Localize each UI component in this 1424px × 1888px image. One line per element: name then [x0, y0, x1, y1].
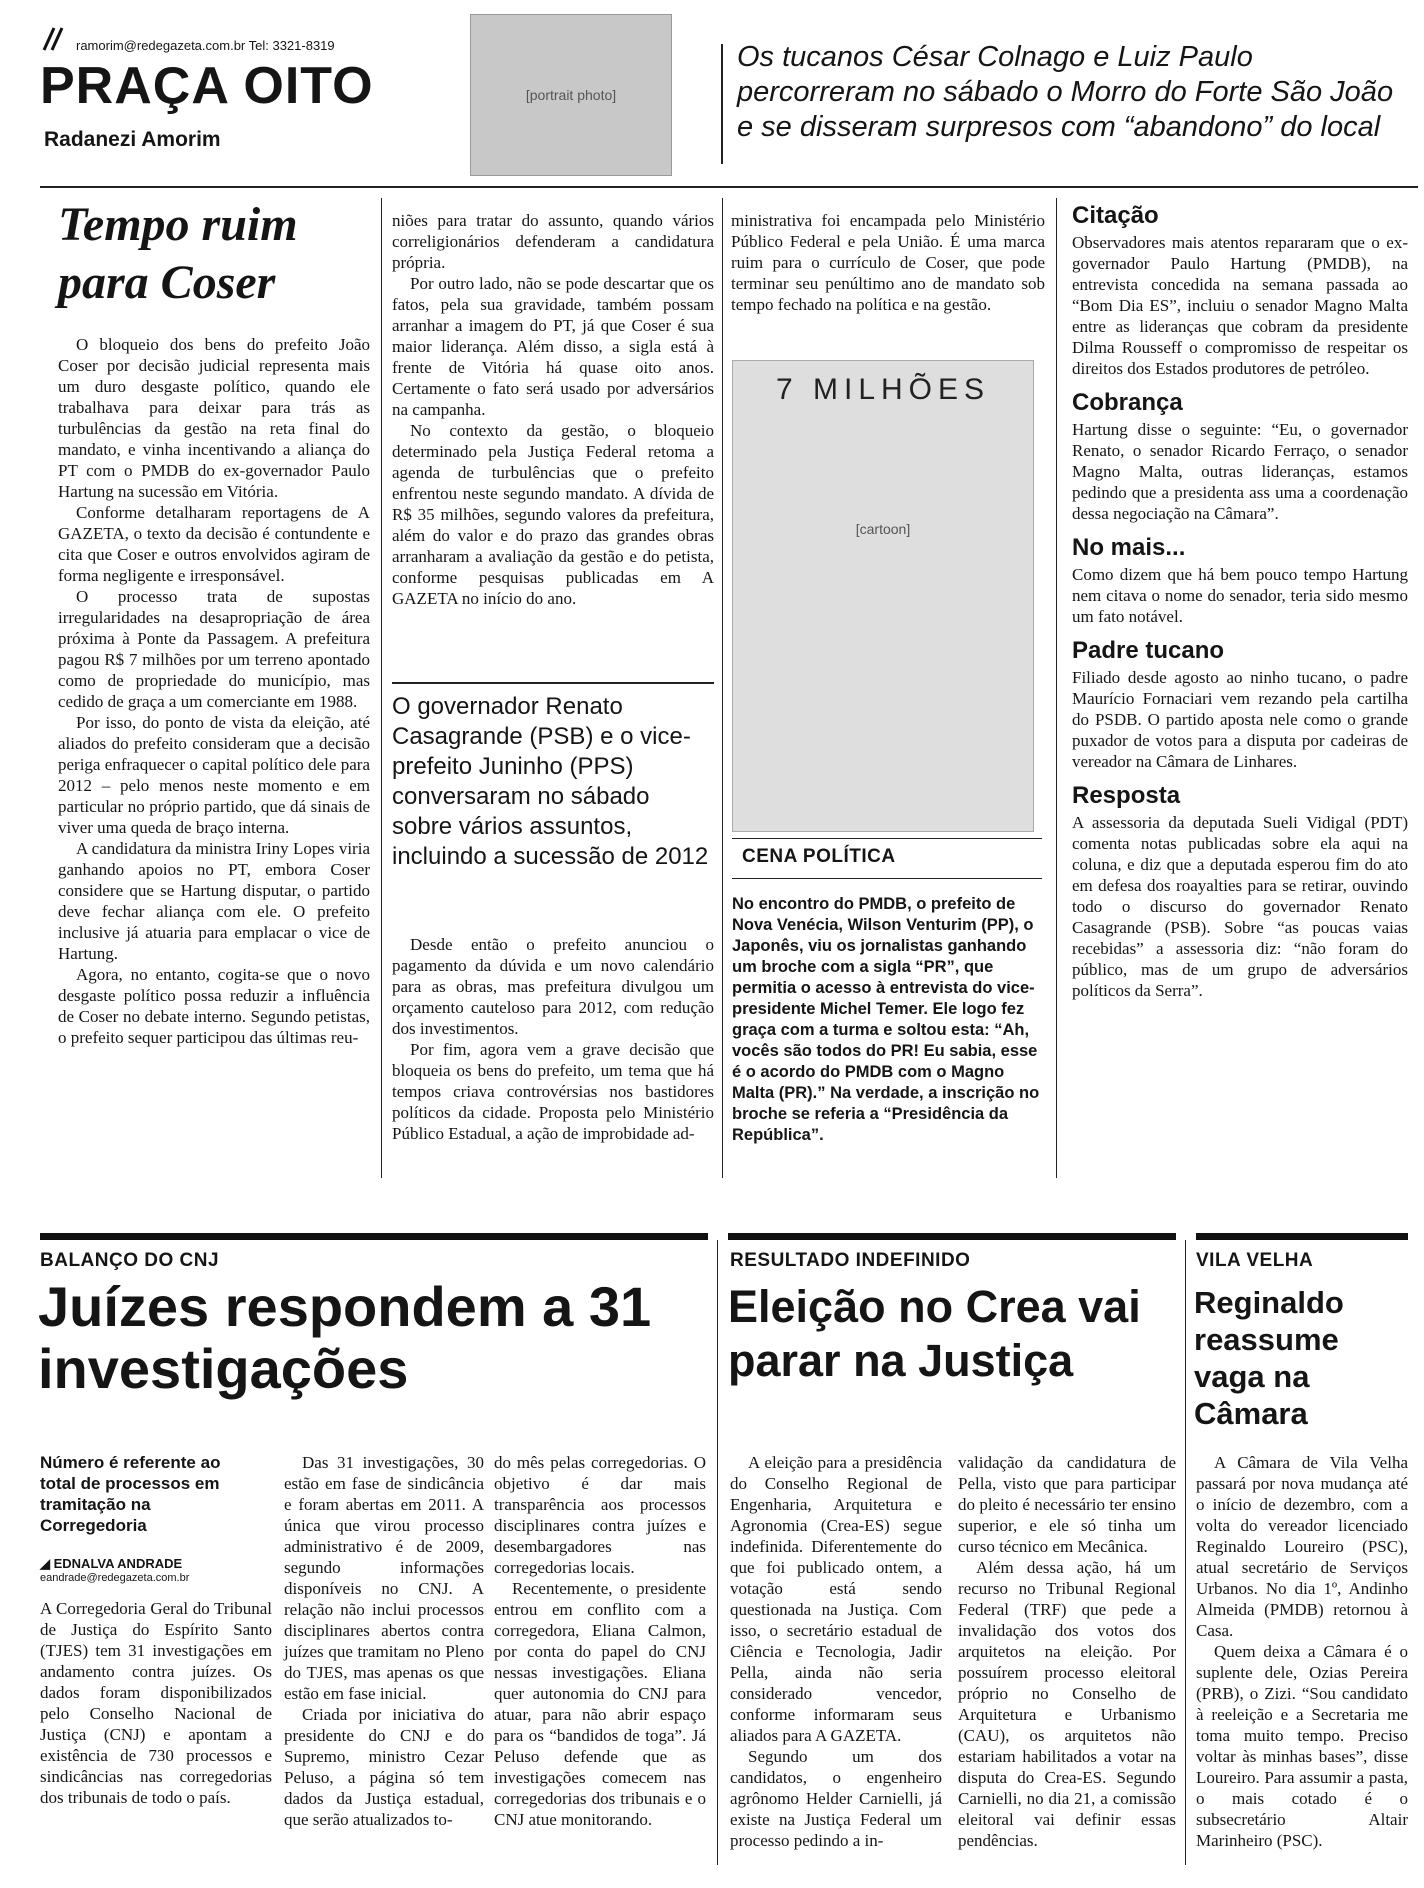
header-contact: ramorim@redegazeta.com.br Tel: 3321-8319	[76, 38, 335, 53]
note-title: Resposta	[1072, 782, 1181, 809]
vila-velha-body	[1196, 1452, 1408, 1851]
cnj-col3-p1: do mês pelas corregedorias. O objetivo é dar mais transparência aos processos disciplinares contra juízes e desembargadores nas corregedorias locais.	[494, 1453, 706, 1577]
crea-kicker: RESULTADO INDEFINIDO	[730, 1250, 971, 1271]
lead-headline: Tempo ruim para Coser	[58, 198, 298, 309]
lead-pullquote: O governador Renato Casagrande (PSB) e o vice-prefeito Juninho (PPS) conversaram no sábado sobre vários assuntos, incluindo a sucessão de 2012	[392, 693, 709, 870]
lead-col1-p5: A candidatura da ministra Iriny Lopes viria ganhando apoios no PT, embora Coser considere que se Hartung disputar, o partido deve fechar aliança com ele. O prefeito inclusive já atuaria para emplacar o vice de Hartung.	[58, 839, 370, 963]
cnj-kicker: BALANÇO DO CNJ	[40, 1250, 220, 1271]
note-padre-tucano	[1072, 637, 1408, 772]
lead-col1-p3: O processo trata de supostas irregularidades na desapropriação de área próxima à Ponte da Passagem. A prefeitura pagou R$ 7 milhões por um terreno apontado como de propriedade do município, mas cedido de graça a um comerciante em 1988.	[58, 587, 370, 711]
cnj-byline-email: eandrade@redegazeta.com.br	[40, 1572, 190, 1584]
cnj-headline: Juízes respondem a 31 investigações	[38, 1275, 652, 1400]
cnj-summary: Número é referente ao total de processos em tramitação na Corregedoria	[40, 1453, 221, 1535]
cnj-section-bar	[40, 1233, 708, 1240]
col-divider-2	[722, 198, 723, 1178]
column-logo-mark	[40, 26, 70, 52]
lead-col3-p1: ministrativa foi encampada pelo Ministério Público Federal e pela União. É uma marca ruim para o currículo de Coser, que pode terminar seu penúltimo ano de mandato sob tempo fechado na política e na gestão.	[731, 211, 1045, 314]
crea-headline: Eleição no Crea vai parar na Justiça	[728, 1281, 1141, 1386]
political-cartoon: 7 MILHÕES [cartoon]	[732, 360, 1034, 832]
lead-col2-p1: niões para tratar do assunto, quando vários correligionários defenderam a candidatura própria.	[392, 211, 714, 272]
bottom-divider-1	[717, 1240, 718, 1865]
cena-politica-label: CENA POLÍTICA	[742, 846, 896, 867]
note-title: Padre tucano	[1072, 637, 1225, 664]
note-text: A assessoria da deputada Sueli Vidigal (PDT) comenta notas publicadas sobre ela aqui na coluna, e diz que a deputada esperou fim do ato em defesa dos roayalties para se retirar, ouvindo todo o discurso do governador Renato Casagrande (PSB). Sobre “as poucas vaias recebidas” a assessoria diz: “não foram do público, mas de um grupo de adversários políticos da Serra”.	[1072, 813, 1408, 1000]
crea-col2	[958, 1452, 1176, 1851]
cena-politica-top-rule	[732, 838, 1042, 839]
note-text: Como dizem que há bem pouco tempo Hartung nem citava o nome do senador, teria sido mesmo um fato notável.	[1072, 565, 1408, 626]
note-text: Observadores mais atentos repararam que o ex-governador Paulo Hartung (PMDB), na entrevista concedida na semana passada ao “Bom Dia ES”, incluiu o senador Magno Malta entre as lideranças que cobram da presidente Dilma Rousseff o compromisso de respeitar os direitos dos Estados produtores de petróleo.	[1072, 233, 1408, 378]
cnj-col2	[284, 1452, 484, 1830]
bottom-divider-2	[1185, 1240, 1186, 1865]
lead-col1-p6: Agora, no entanto, cogita-se que o novo desgaste político possa reduzir a influência de Coser no debate interno. Segundo petistas, o prefeito sequer participou das últimas reu-	[58, 965, 370, 1047]
cnj-col2-p2: Criada por iniciativa do presidente do CNJ e do Supremo, ministro Cezar Peluso, a página só tem dados da Justiça estadual, que serão atualizados to-	[284, 1705, 484, 1829]
note-title: No mais...	[1072, 534, 1186, 561]
note-text: Hartung disse o seguinte: “Eu, o governador Renato, o senador Ricardo Ferraço, o senador Magno Malta, outras lideranças, estamos pedindo que a presidenta ass uma a coordenação dessa negociação na Câmara”.	[1072, 420, 1408, 523]
header-divider	[721, 44, 723, 164]
cnj-byline	[40, 1556, 270, 1584]
note-text: Filiado desde agosto ao ninho tucano, o padre Maurício Fornaciari vem rezando pela cartilha do PSDB. O partido aposta nele como o grande puxador de votos para a disputa por cadeiras de vereador na Câmara de Linhares.	[1072, 668, 1408, 771]
lead-col3	[731, 210, 1045, 315]
crea-section-bar	[728, 1233, 1176, 1240]
crea-col1	[730, 1452, 942, 1851]
column-name: PRAÇA OITO	[40, 57, 374, 115]
cnj-col1-p1: A Corregedoria Geral do Tribunal de Justiça do Espírito Santo (TJES) tem 31 investigações em andamento contra juízes. Os dados foram disponibilizados pelo Conselho Nacional de Justiça (CNJ) e apontam a existência de 730 processos e sindicâncias nas corregedorias dos tribunais de todo o país.	[40, 1599, 272, 1807]
lead-col2b	[392, 934, 714, 1144]
crea-col1-p1: A eleição para a presidência do Conselho Regional de Engenharia, Arquitetura e Agronomia (Crea-ES) segue indefinida. Diferentemente do que foi publicado ontem, a votação está sendo questionada na Justiça. Com isso, o secretário estadual de Ciência e Tecnologia, Jadir Pella, ainda não seria considerado vencedor, conforme informaram seus aliados para A GAZETA.	[730, 1453, 942, 1745]
vila-velha-section-bar	[1196, 1233, 1408, 1240]
cnj-col3	[494, 1452, 706, 1830]
lead-col1-p1: O bloqueio dos bens do prefeito João Coser por decisão judicial representa mais um duro desgaste político, quando ele trabalhava para deixar para trás as turbulências da gestão na reta final do mandato, e vinha incentivando a aliança do PT com o PMDB do ex-governador Paulo Hartung na sucessão em Vitória.	[58, 335, 370, 501]
cnj-byline-name: ◢ EDNALVA ANDRADE	[40, 1556, 183, 1571]
crea-col2-p2: Além dessa ação, há um recurso no Tribunal Regional Federal (TRF) que pede a invalidação dos votos dos arquitetos na eleição. Por possuírem processo eleitoral próprio no Conselho de Arquitetura e Urbanismo (CAU), os arquitetos não estariam habilitados a votar na disputa do Crea-ES. Segundo Carnielli, no dia 21, a comissão eleitoral vai definir essas pendências.	[958, 1558, 1176, 1850]
crea-col1-p2: Segundo um dos candidatos, o engenheiro agrônomo Helder Carnielli, já existe na Justiça Federal um processo pedindo a in-	[730, 1747, 942, 1850]
cnj-col2-p1: Das 31 investigações, 30 estão em fase de sindicância e foram abertas em 2011. A única que virou processo administrativo é de 2009, segundo informações disponíveis no CNJ. A relação não inclui processos disciplinares abertos contra juízes que tramitam no Pleno do TJES, mas apenas os que estão em fase inicial.	[284, 1453, 484, 1703]
header-teaser: Os tucanos César Colnago e Luiz Paulo percorreram no sábado o Morro do Forte São João e se disseram surpresos com “abandono” do local	[737, 41, 1394, 143]
cnj-col1	[40, 1598, 272, 1808]
note-no-mais	[1072, 534, 1408, 627]
cena-politica-bottom-rule	[732, 878, 1042, 879]
pullquote-rule	[392, 682, 714, 684]
header-bottom-rule	[40, 186, 1418, 188]
lead-col2-p2: Por outro lado, não se pode descartar que os fatos, pela sua gravidade, também possam arranhar a imagem do PT, já que Coser é sua maior liderança. Além disso, a sigla está à frente de Vitória há quase oito anos. Certamente o fato será usado por adversários na campanha.	[392, 274, 714, 419]
vila-velha-headline: Reginaldo reassume vaga na Câmara	[1194, 1285, 1344, 1431]
lead-col1-p4: Por isso, do ponto de vista da eleição, até aliados do prefeito consideram que a decisão periga enfraquecer o capital político dele para 2012 – pelo menos neste momento e em particular no próprio partido, que dá sinais de viver uma queda de braço interna.	[58, 713, 370, 837]
lead-col1-p2: Conforme detalharam reportagens de A GAZETA, o texto da decisão é contundente e cita que Coser e outros envolvidos agiram de forma negligente e irresponsável.	[58, 503, 370, 585]
vila-velha-p2: Quem deixa a Câmara é o suplente dele, Ozias Pereira (PRB), o Zizi. “Sou candidato à reeleição e a Secretaria me toma muito tempo. Preciso voltar às minhas bases”, disse Loureiro. Para assumir a pasta, o mais cotado é o subsecretário Altair Marinheiro (PSC).	[1196, 1642, 1408, 1850]
column-author: Radanezi Amorim	[44, 128, 221, 151]
crea-col2-p1: validação da candidatura de Pella, visto que para participar do pleito é necessário ter ensino superior, e ele só tinha um curso técnico em Mecânica.	[958, 1453, 1176, 1556]
lead-col2b-p1: Desde então o prefeito anunciou o pagamento da dúvida e um novo calendário para as obras, mas prefeitura divulgou um orçamento cauteloso para 2012, com redução dos investimentos.	[392, 935, 714, 1038]
note-title: Citação	[1072, 202, 1159, 229]
cena-politica-text: No encontro do PMDB, o prefeito de Nova Venécia, Wilson Venturim (PP), o Japonês, viu os jornalistas ganhando um broche com a sigla “PR”, que permitia o acesso à entrevista do vice-presidente Michel Temer. Ele logo fez graça com a turma e soltou esta: “Ah, vocês são todos do PR! Eu sabia, esse é o acordo do PMDB com o Magno Malta (PR).” Na verdade, a inscrição no broche se referia a “Presidência da República”.	[732, 895, 1040, 1144]
col-divider-1	[381, 198, 382, 1178]
lead-col1	[58, 334, 370, 1048]
col-divider-3	[1056, 198, 1057, 1178]
lead-col2b-p2: Por fim, agora vem a grave decisão que bloqueia os bens do prefeito, um tema que há tempos criava controvérsias nos bastidores políticos da cidade. Proposta pelo Ministério Público Estadual, a ação de improbidade ad-	[392, 1040, 714, 1143]
note-citacao	[1072, 202, 1408, 379]
cartoon-caption: 7 MILHÕES	[775, 373, 991, 406]
note-cobranca	[1072, 389, 1408, 524]
cnj-col3-p2: Recentemente, o presidente entrou em conflito com a corregedora, Eliana Calmon, por conta do papel do CNJ nessas investigações. Eliana quer autonomia do CNJ para atuar, para não abrir espaço para os “bandidos de toga”. Já Peluso defende que as investigações comecem nas corregedorias dos tribunais e o CNJ atue monitorando.	[494, 1579, 706, 1829]
author-portrait: [portrait photo]	[470, 14, 672, 176]
note-title: Cobrança	[1072, 389, 1183, 416]
lead-col2-p3: No contexto da gestão, o bloqueio determinado pela Justiça Federal retoma a agenda de turbulências que o prefeito enfrentou neste segundo mandato. A dívida de R$ 35 milhões, segundo valores da prefeitura, além do valor e do prazo das grandes obras arranharam a avaliação da gestão e do petista, conforme pesquisas publicadas em A GAZETA no início do ano.	[392, 421, 714, 608]
lead-col2	[392, 210, 714, 609]
notes-column	[1072, 202, 1408, 1011]
vila-velha-kicker: VILA VELHA	[1196, 1250, 1314, 1271]
note-resposta	[1072, 782, 1408, 1001]
vila-velha-p1: A Câmara de Vila Velha passará por nova mudança até o início de dezembro, com a volta do vereador licenciado Reginaldo Loureiro (PSC), atual secretário de Serviços Urbanos. No dia 1º, Andinho Almeida (PMDB) retornou à Casa.	[1196, 1453, 1408, 1640]
